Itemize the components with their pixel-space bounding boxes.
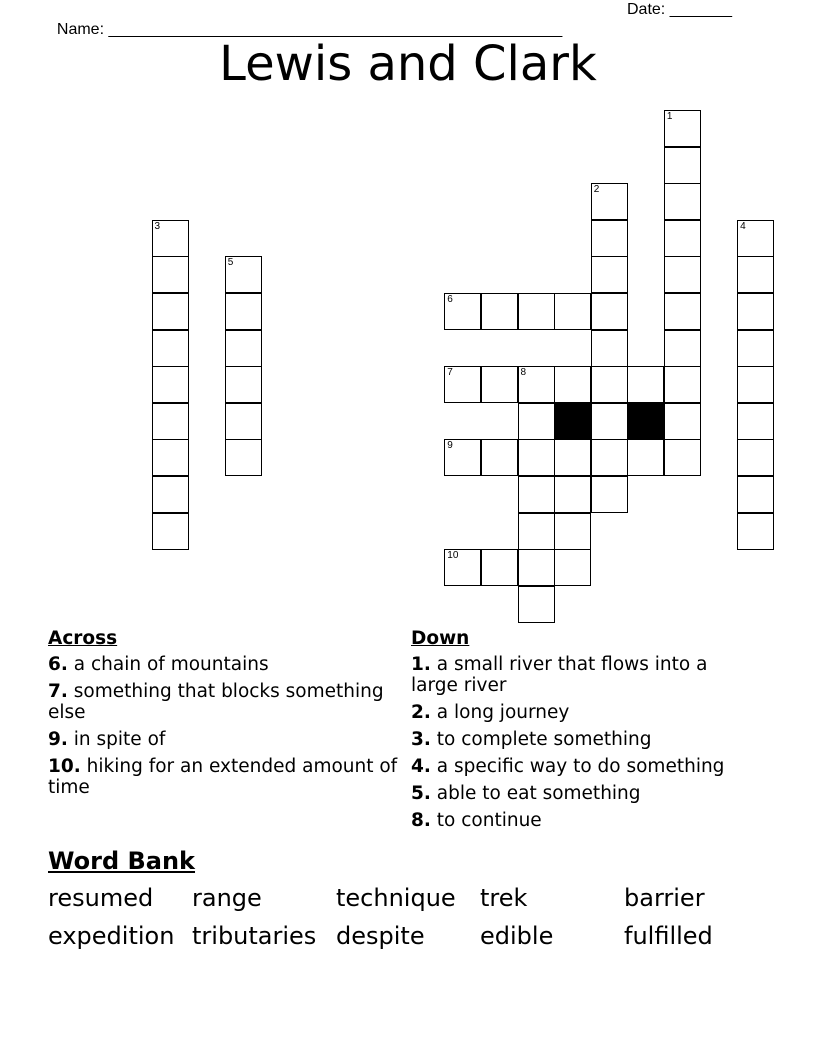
grid-cell[interactable] [737,256,774,293]
down-clue [411,654,756,696]
grid-cell[interactable] [664,439,701,476]
grid-block [627,403,664,440]
grid-cell[interactable] [444,439,481,476]
across-clue [48,681,398,723]
grid-cell[interactable] [554,366,591,403]
grid-cell[interactable] [591,439,628,476]
grid-cell[interactable] [591,330,628,367]
down-heading: Down [411,628,470,649]
clue-number: 9 [447,440,453,452]
grid-cell[interactable] [591,256,628,293]
name-field[interactable]: Name: ___________________________________________________ [56,21,563,38]
grid-cell[interactable] [664,220,701,257]
across-clue [48,654,398,675]
grid-cell[interactable] [518,549,555,586]
clue-number-label: 5. [411,783,431,804]
date-field[interactable]: Date: _______ [627,1,732,18]
grid-cell[interactable] [225,403,262,440]
grid-cell[interactable] [664,293,701,330]
word-bank-word: despite [336,922,425,950]
grid-cell[interactable] [225,366,262,403]
grid-cell[interactable] [152,439,189,476]
grid-cell[interactable] [518,366,555,403]
grid-cell[interactable] [444,293,481,330]
clue-text: able to eat something [430,783,641,804]
grid-cell[interactable] [591,183,628,220]
grid-cell[interactable] [152,256,189,293]
clue-number-label: 1. [411,654,431,675]
grid-cell[interactable] [664,110,701,147]
grid-cell[interactable] [225,256,262,293]
grid-cell[interactable] [225,293,262,330]
word-bank-word: tributaries [192,922,317,950]
grid-cell[interactable] [664,403,701,440]
clue-number-label: 10. [48,756,81,777]
clue-number: 7 [447,367,453,379]
clue-text: to complete something [430,729,652,750]
down-clue [411,729,756,750]
grid-cell[interactable] [152,330,189,367]
clue-text: a chain of mountains [67,654,269,675]
grid-cell[interactable] [664,330,701,367]
grid-cell[interactable] [152,293,189,330]
clue-number: 6 [447,294,453,305]
grid-cell[interactable] [627,439,664,476]
grid-cell[interactable] [737,403,774,440]
grid-cell[interactable] [591,220,628,257]
header-line [48,0,748,38]
grid-cell[interactable] [444,366,481,403]
grid-cell[interactable] [554,476,591,513]
grid-cell[interactable] [152,476,189,513]
across-clues [48,628,398,804]
grid-block [554,403,591,440]
across-clue [48,729,398,750]
clue-number-label: 8. [411,810,431,831]
down-clue [411,702,756,723]
grid-cell[interactable] [444,549,481,586]
clue-number-label: 3. [411,729,431,750]
grid-cell[interactable] [554,513,591,550]
grid-cell[interactable] [737,330,774,367]
grid-cell[interactable] [152,220,189,257]
clue-number-label: 2. [411,702,431,723]
grid-cell[interactable] [481,293,518,330]
grid-cell[interactable] [664,256,701,293]
grid-cell[interactable] [737,366,774,403]
clue-number: 2 [593,184,600,196]
word-bank-word: expedition [48,922,175,950]
grid-cell[interactable] [591,366,628,403]
word-bank-word: resumed [48,884,154,912]
grid-cell[interactable] [225,330,262,367]
grid-cell[interactable] [481,549,518,586]
clue-text: in spite of [67,729,166,750]
clue-number-label: 7. [48,681,68,702]
clue-number-label: 9. [48,729,68,750]
grid-cell[interactable] [554,549,591,586]
grid-cell[interactable] [554,439,591,476]
grid-cell[interactable] [737,513,774,550]
grid-cell[interactable] [627,366,664,403]
grid-cell[interactable] [664,366,701,403]
clue-text: a small river that flows into a large river [411,654,708,696]
clue-number: 5 [227,257,234,269]
word-bank-word: fulfilled [624,922,713,950]
grid-cell[interactable] [737,476,774,513]
grid-cell[interactable] [664,183,701,220]
grid-cell[interactable] [737,293,774,330]
grid-cell[interactable] [518,403,555,440]
word-bank-word: range [192,884,262,912]
clue-number: 10 [447,550,459,562]
grid-cell[interactable] [591,403,628,440]
down-clue [411,783,756,804]
word-bank-word: technique [336,884,456,912]
grid-cell[interactable] [554,293,591,330]
grid-cell[interactable] [518,586,555,623]
clue-text: something that blocks something else [48,681,384,723]
clue-text: a specific way to do something [430,756,725,777]
grid-cell[interactable] [481,366,518,403]
grid-cell[interactable] [152,513,189,550]
grid-cell[interactable] [152,403,189,440]
grid-cell[interactable] [591,476,628,513]
down-clue [411,810,756,831]
grid-cell[interactable] [225,439,262,476]
word-bank-word: trek [480,884,528,912]
clue-number: 8 [520,367,527,379]
down-clues [411,628,756,837]
page-title: Lewis and Clark [219,36,597,92]
across-clue [48,756,398,798]
clue-text: to continue [430,810,542,831]
grid-cell[interactable] [481,439,518,476]
grid-cell[interactable] [591,293,628,330]
clue-number-label: 4. [411,756,431,777]
clue-number: 1 [666,111,673,122]
across-heading: Across [48,628,118,649]
grid-cell[interactable] [664,147,701,184]
grid-cell[interactable] [737,439,774,476]
word-bank-heading: Word Bank [48,847,196,875]
word-bank-word: barrier [624,884,705,912]
clue-text: hiking for an extended amount of time [48,756,398,798]
grid-cell[interactable] [152,366,189,403]
grid-cell[interactable] [737,220,774,257]
grid-cell[interactable] [518,513,555,550]
clue-number: 4 [740,220,746,232]
down-clue [411,756,756,777]
clue-number-label: 6. [48,654,68,675]
clue-text: a long journey [430,702,570,723]
grid-cell[interactable] [518,293,555,330]
word-bank-word: edible [480,922,554,950]
grid-cell[interactable] [518,439,555,476]
grid-cell[interactable] [518,476,555,513]
clue-number: 3 [154,220,161,232]
